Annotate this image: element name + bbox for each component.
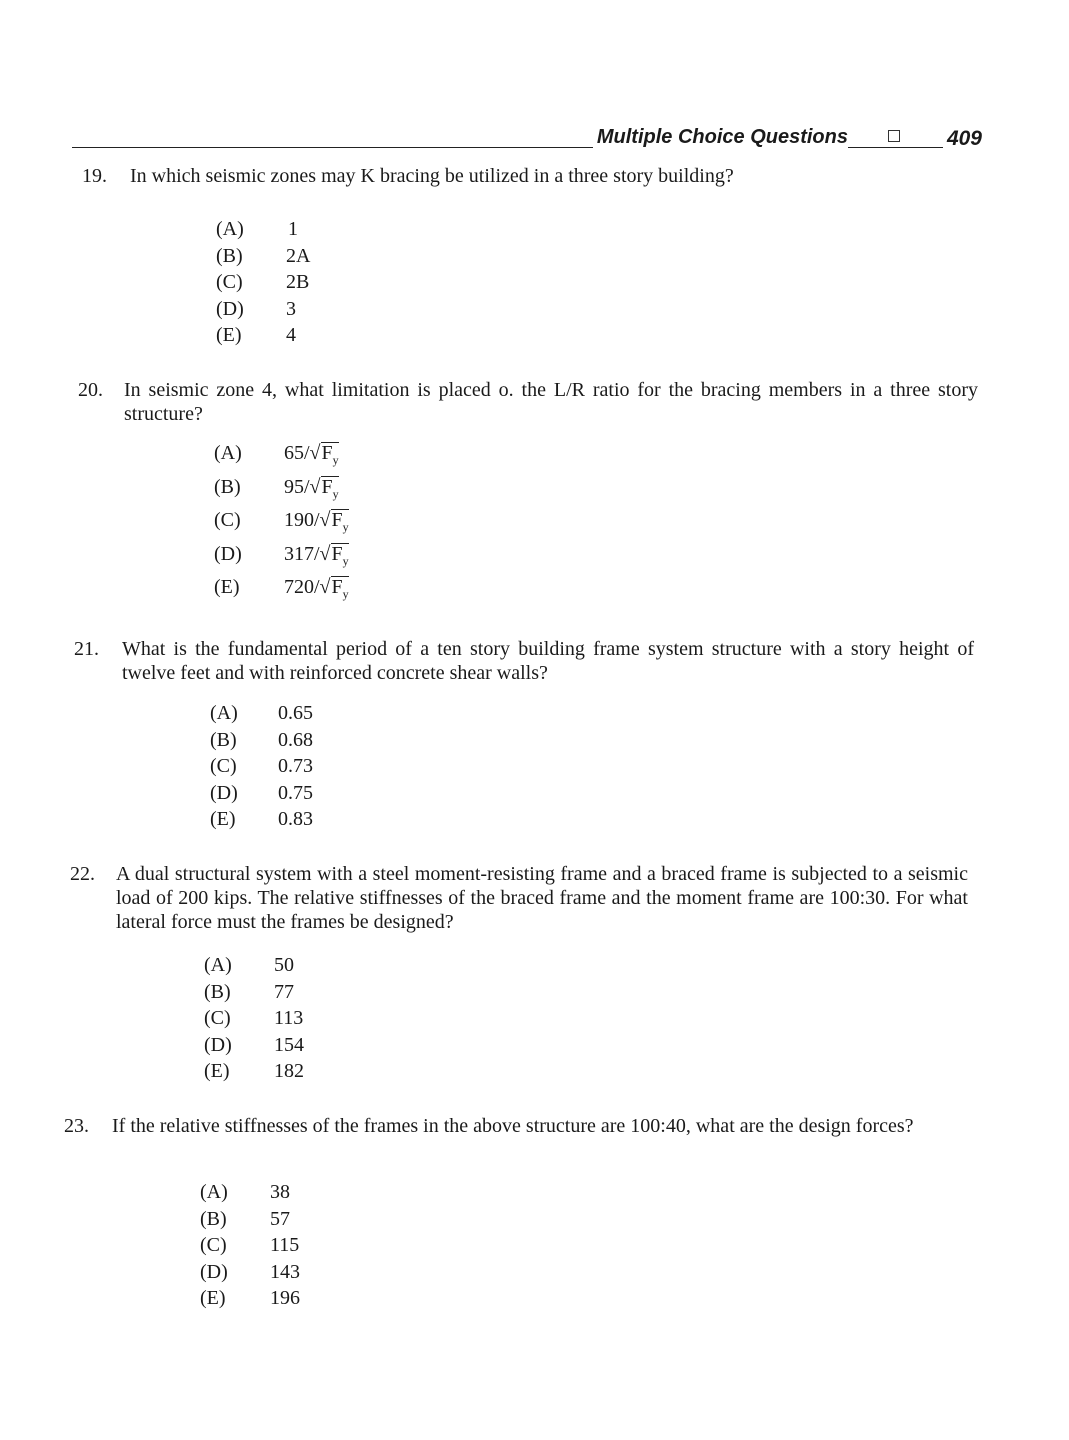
running-header bbox=[72, 120, 982, 150]
question-text: If the relative stiffnesses of the frames in the above structure are 100:40, what are the design forces? bbox=[112, 1115, 914, 1137]
question-number: 19. bbox=[82, 165, 107, 187]
question-number: 21. bbox=[74, 638, 99, 660]
question-text: In seismic zone 4, what limitation is placed o. the L/R ratio for the bracing members in a three story structure? bbox=[124, 379, 978, 425]
question-text: In which seismic zones may K bracing be utilized in a three story building? bbox=[130, 165, 734, 187]
question-text: A dual structural system with a steel moment-resisting frame and a braced frame is subjected to a seismic load of 200 kips. The relative stiffnesses of the braced frame and the moment frame are 100:30. For what lateral force must the frames be designed? bbox=[116, 863, 968, 933]
page-number: 409 bbox=[943, 128, 982, 150]
question-number: 23. bbox=[64, 1115, 89, 1137]
question-text: What is the fundamental period of a ten story building frame system structure with a story height of twelve feet and with reinforced concrete shear walls? bbox=[122, 638, 974, 684]
square-bullet-icon bbox=[888, 130, 900, 142]
header-title: Multiple Choice Questions bbox=[593, 126, 848, 148]
question-number: 20. bbox=[78, 379, 103, 401]
question-number: 22. bbox=[70, 863, 95, 885]
